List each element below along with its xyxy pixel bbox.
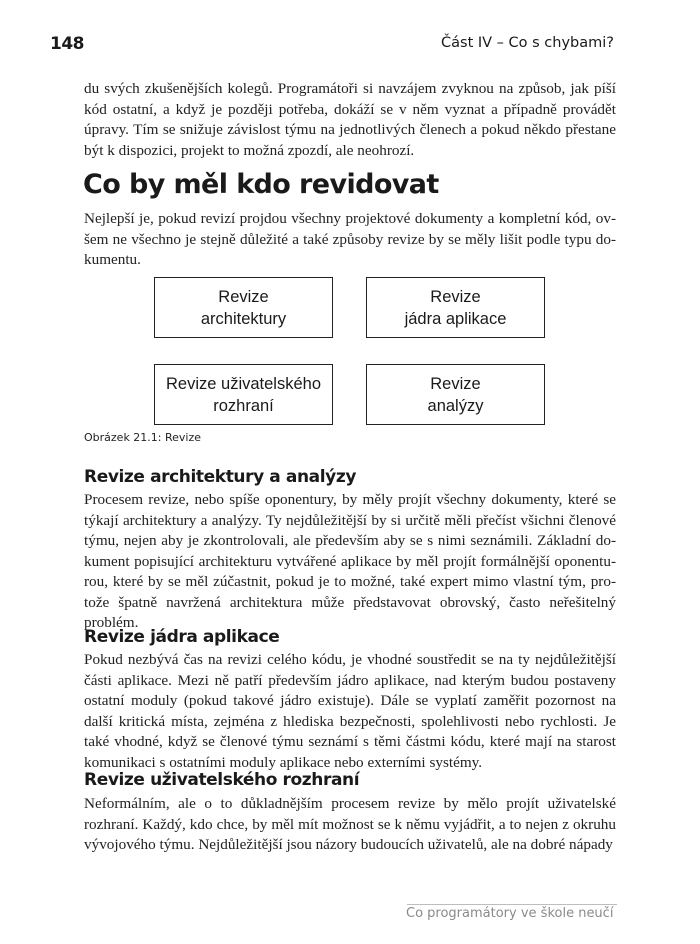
section-paragraph: Nejlepší je, pokud revizí projdou všechny projektové dokumenty a kompletní kód, ovšem ne všechno je stejně důležité a také způsoby revize by se měly lišit podle typu dokumentu. [84, 210, 616, 268]
subsection-title-architektura: Revize architektury a analýzy [84, 467, 357, 487]
footer-book-title: Co programátory ve škole neučí [406, 906, 614, 921]
box-revize-architektury [154, 277, 333, 338]
subsection-title-rozhrani: Revize uživatelského rozhraní [84, 770, 360, 790]
subsection-paragraph-architektura: Procesem revize, nebo spíše oponentury, by měly projít všechny dokumenty, které se týkají architektury a analýzy. Ty nejdůležitější by si určitě měli přečíst všichni členové týmu, nejen aby je zkontrolovali, ale především aby se s nimi seznámili. Základní dokument popisující architekturu vytvářené aplikace by měl projít formálnější oponenturou, které by se měl zúčastnit, pokud je to možné, také expert mimo vlastní tým, protože špatně navržená architektura může představovat obrovský, často neřešitelný problém. [84, 491, 616, 631]
box-revize-jadra-aplikace [366, 277, 545, 338]
footer-divider [407, 904, 617, 905]
subsection-paragraph-jadro: Pokud nezbývá čas na revizi celého kódu, je vhodné soustředit se na ty nejdůležitější části aplikace. Mezi ně patří především jádro aplikace, nad kterým budou postaveny ostatní moduly (pokud takové jádro existuje). Dále se vyplatí zaměřit pozornost na další kritická místa, zejména z hlediska bezpečnosti, spolehlivosti nebo rychlosti. Je také vhodné, když se členové týmu seznámí s těmi částmi kódu, které mají na starost komunikaci s ostatními moduly aplikace nebo externími systémy. [84, 651, 616, 771]
box-label-line1: Revize [218, 287, 269, 306]
figure-caption: Obrázek 21.1: Revize [84, 431, 202, 444]
box-label-line1: Revize [430, 287, 481, 306]
box-label-line1: Revize [430, 374, 481, 393]
subsection-title-jadro: Revize jádra aplikace [84, 627, 280, 647]
section-title: Co by měl kdo revidovat [83, 169, 439, 200]
box-label-line2: jádra aplikace [404, 309, 507, 328]
box-label-line1: Revize uživatelského [166, 374, 321, 393]
box-label-line2: analýzy [427, 396, 484, 415]
box-revize-analyzy [366, 364, 545, 425]
box-label-line2: rozhraní [213, 396, 274, 415]
running-head: Část IV – Co s chybami? [441, 35, 614, 51]
page-number: 148 [50, 34, 84, 54]
subsection-paragraph-rozhrani: Neformálním, ale o to důkladnějším procesem revize by mělo projít uživatelské rozhraní. Každý, kdo chce, by měl mít možnost se k němu vyjádřit, a to nejen z okruhu vývojového týmu. Nejdůležitější jsou názory budoucích uživatelů, ale na dobré nápady [84, 795, 616, 853]
box-label-line2: architektury [200, 309, 287, 328]
intro-paragraph: du svých zkušenějších kolegů. Programátoři si navzájem zvyknou na způsob, jak píší kód ostatní, a když je později potřeba, dokáží se v něm vyznat a případně provádět úpravy. Tím se snižuje závislost týmu na jednotlivých členech a pokud někdo přestane být k dispozici, projekt to možná zpozdí, ale neohrozí. [84, 80, 616, 159]
box-revize-uzivatelskeho-rozhrani [154, 364, 333, 425]
